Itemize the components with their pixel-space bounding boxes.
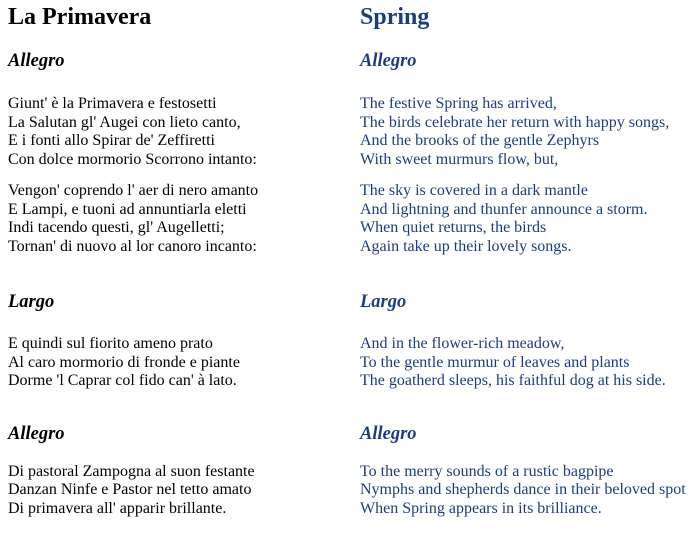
italian-tempo-2: Largo (8, 292, 55, 312)
verse-line: E quindi sul fiorito ameno prato (8, 335, 213, 352)
italian-tempo-1: Allegro (8, 51, 65, 71)
verse-line: When quiet returns, the birds (360, 219, 547, 236)
verse-line: Al caro mormorio di fronde e piante (8, 353, 240, 371)
verse-line: E Lampi, e tuoni ad annuntiarla eletti (8, 200, 247, 218)
italian-title: La Primavera (8, 4, 152, 30)
italian-stanza-3 (8, 335, 240, 391)
verse-line: And the brooks of the gentle Zephyrs (360, 132, 600, 149)
verse-line: Giunt' è la Primavera e festosetti (8, 95, 217, 112)
english-stanza-3 (360, 335, 666, 391)
verse-line: Di pastoral Zampogna al suon festante (8, 462, 255, 480)
verse-line: To the merry sounds of a rustic bagpipe (360, 462, 614, 480)
english-column (360, 4, 697, 518)
verse-line: La Salutan gl' Augei con lieto canto, (8, 113, 241, 131)
verse-line: Tornan' di nuovo al lor canoro incanto: (8, 237, 257, 255)
verse-line: E i fonti allo Spirar de' Zeffiretti (8, 132, 215, 149)
english-stanza-2 (360, 182, 648, 256)
italian-stanza-1 (8, 95, 257, 169)
verse-line: Dorme 'l Caprar col fido can' à lato. (8, 372, 237, 389)
verse-line: To the gentle murmur of leaves and plants (360, 353, 630, 371)
english-stanza-4 (360, 463, 686, 519)
verse-line: Di primavera all' apparir brillante. (8, 499, 227, 517)
verse-line: Vengon' coprendo l' aer di nero amanto (8, 182, 259, 199)
verse-line: Nymphs and shepherds dance in their beloved spot (360, 481, 686, 498)
italian-column (8, 4, 360, 518)
italian-stanza-2 (8, 182, 258, 256)
english-title: Spring (360, 4, 430, 30)
italian-tempo-3: Allegro (8, 423, 65, 444)
verse-line: Danzan Ninfe e Pastor nel tetto amato (8, 481, 252, 498)
verse-line: The sky is covered in a dark mantle (360, 182, 588, 199)
english-tempo-2: Largo (360, 292, 407, 312)
english-tempo-1: Allegro (360, 51, 417, 71)
verse-line: The goatherd sleeps, his faithful dog at his side. (360, 372, 666, 389)
verse-line: And in the flower-rich meadow, (360, 335, 565, 352)
verse-line: The festive Spring has arrived, (360, 95, 557, 112)
verse-line: Again take up their lovely songs. (360, 237, 572, 255)
english-tempo-3: Allegro (360, 423, 417, 444)
english-stanza-1 (360, 95, 669, 169)
verse-line: When Spring appears in its brilliance. (360, 499, 602, 517)
verse-line: And lightning and thunfer announce a storm. (360, 200, 648, 218)
verse-line: The birds celebrate her return with happy songs, (360, 113, 670, 131)
italian-stanza-4 (8, 463, 255, 519)
verse-line: With sweet murmurs flow, but, (360, 150, 559, 168)
verse-line: Con dolce mormorio Scorrono intanto: (8, 150, 257, 168)
verse-line: Indi tacendo questi, gl' Augelletti; (8, 219, 225, 236)
